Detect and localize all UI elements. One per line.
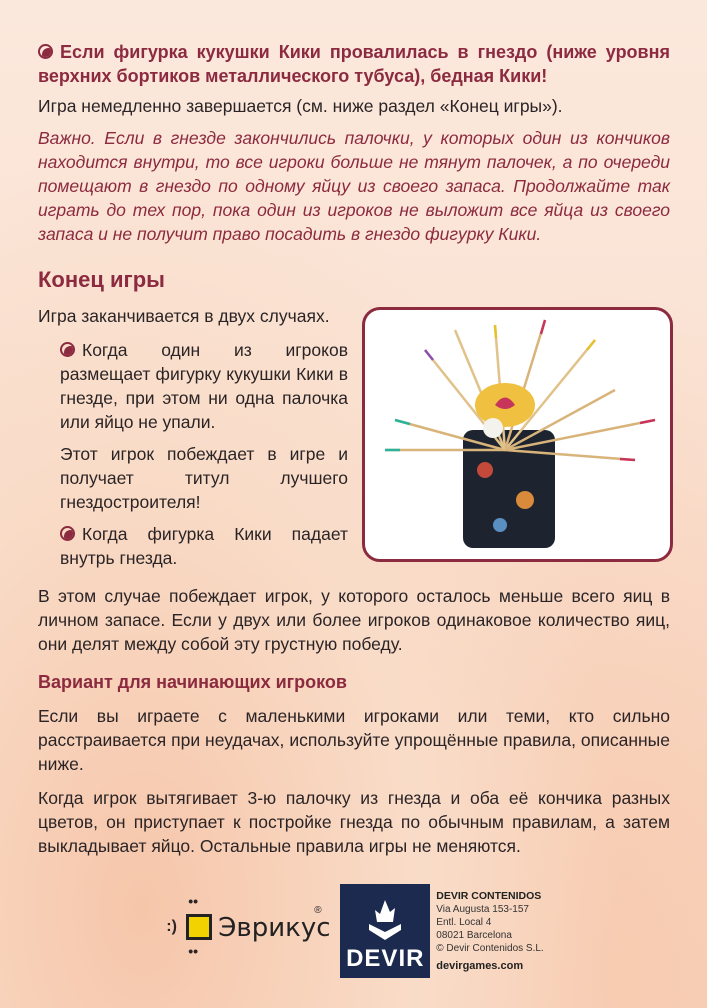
publisher-info: DEVIR CONTENIDOS Via Augusta 153-157 Entl. Local 4 08021 Barcelona © Devir Contenidos S.L. devirgames.com (436, 889, 544, 972)
top-bullet: Если фигурка кукушки Кики провалилась в гнездо (ниже уровня верхних бортиков металлического тубуса), бедная Кики! (38, 42, 670, 86)
end-bullet-2: Когда фигурка Кики падает внутрь гнезда. (60, 524, 348, 568)
end-intro: Игра заканчивается в двух случаях. (38, 306, 330, 326)
flame-icon (365, 896, 405, 942)
end-section (38, 304, 670, 570)
game-photo (362, 307, 673, 562)
variant-heading: Вариант для начинающих игроков (38, 672, 347, 692)
egg-bullet-icon (38, 44, 53, 59)
end-bullet-1: Когда один из игроков размещает фигурку кукушки Кики в гнезде, при этом ни одна палочка или яйцо не упали. (60, 340, 348, 432)
end-bullet-2-result: В этом случае побеждает игрок, у которого осталось меньше всего яиц в личном запасе. Если у двух или более игроков одинаковое количество яиц, они делят между собой эту грустную победу. (38, 586, 670, 654)
egg-bullet-icon (60, 526, 75, 541)
end-text-column (38, 304, 348, 570)
important-note: Важно. Если в гнезде закончились палочки, у которых один из кончиков находится внутри, то все игроки больше не тянут палочек, а по очереди помещают в гнездо по одному яйцу из своего запаса. Продолжайте так играть до тех пор, пока один из игроков не выложит все яйца из своего запаса и не получит право посадить в гнездо фигурку Кики. (38, 128, 670, 244)
end-bullet-1-result: Этот игрок побеждает в игре и получает титул лучшего гнездостроителя! (60, 444, 348, 512)
egg-bullet-icon (60, 342, 75, 357)
end-heading: Конец игры (38, 267, 165, 292)
top-para: Игра немедленно завершается (см. ниже раздел «Конец игры»). (38, 96, 563, 116)
devir-logo: DEVIR (340, 884, 430, 978)
website-link[interactable]: devirgames.com (436, 959, 524, 972)
evrikus-logo: :) •• •• Эврикус ® (166, 893, 331, 959)
variant-para-1: Если вы играете с маленькими игроками или теми, кто сильно расстраивается при неудачах, используйте упрощённые правила, описанные ниже. (38, 706, 670, 774)
footer (38, 884, 670, 978)
variant-para-2: Когда игрок вытягивает 3-ю палочку из гнезда и оба её кончика разных цветов, он приступает к постройке гнезда по обычным правилам, а затем выкладывает яйцо. Остальные правила игры не меняются. (38, 788, 670, 856)
